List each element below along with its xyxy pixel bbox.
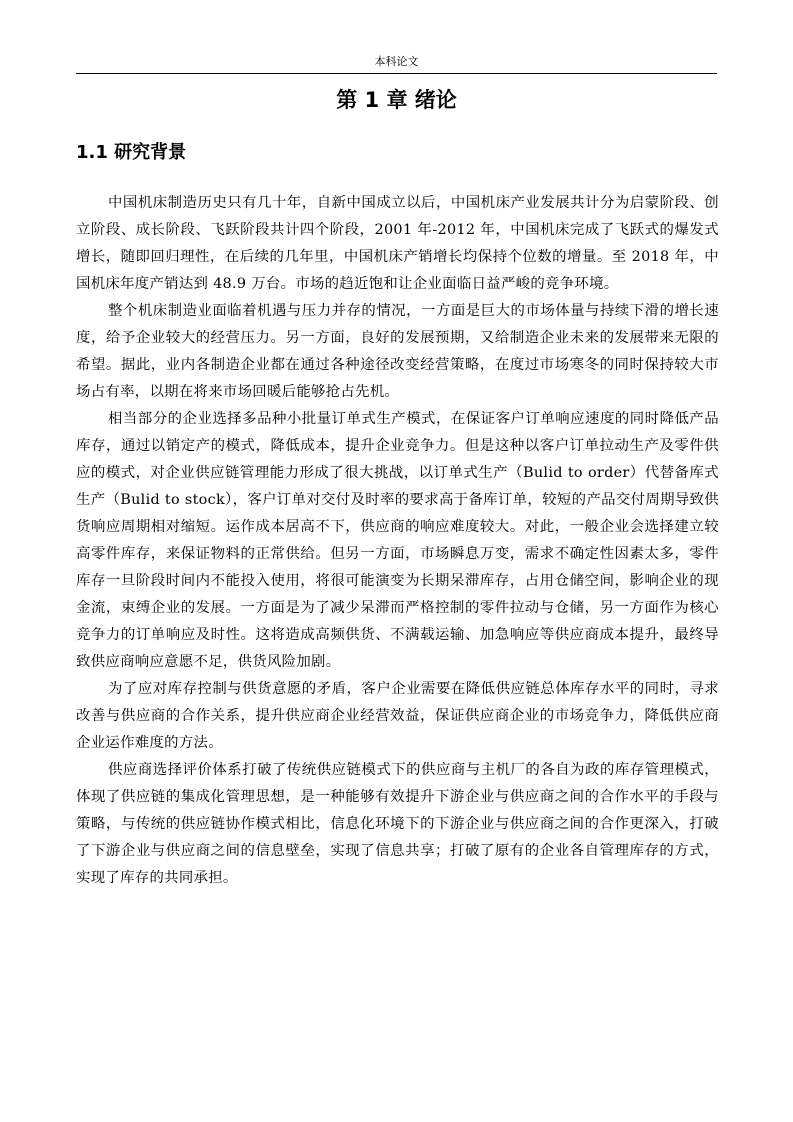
paragraph-3: 相当部分的企业选择多品种小批量订单式生产模式，在保证客户订单响应速度的同时降低产品库存，通过以销定产的模式，降低成本，提升企业竞争力。但是这种以客户订单拉动生产及零件供应的模式，对企业供应链管理能力形成了很大挑战，以订单式生产（Bulid to order）代替备库式生产（Bulid to stock），客户订单对交付及时率的要求高于备库订单，较短的产品交付周期导致供货响应周期相对缩短。运作成本居高不下，供应商的响应难度较大。对此，一般企业会选择建立较高零件库存，来保证物料的正常供给。但另一方面，市场瞬息万变，需求不确定性因素太多，零件库存一旦阶段时间内不能投入使用，将很可能演变为长期呆滞库存，占用仓储空间，影响企业的现金流，束缚企业的发展。一方面是为了减少呆滞而严格控制的零件拉动与仓储，另一方面作为核心竞争力的订单响应及时性。这将造成高频供货、不满载运输、加急响应等供应商成本提升，最终导致供应商响应意愿不足，供货风险加剧。 (76, 411, 719, 670)
header-divider (76, 73, 717, 74)
body-text (76, 190, 719, 892)
chapter-title: 第 1 章 绪论 (336, 88, 457, 112)
running-header: 本科论文 (374, 55, 419, 68)
paragraph-5: 供应商选择评价体系打破了传统供应链模式下的供应商与主机厂的各自为政的库存管理模式，体现了供应链的集成化管理思想，是一种能够有效提升下游企业与供应商之间的合作水平的手段与策略，与传统的供应链协作模式相比，信息化环境下的下游企业与供应商之间的合作更深入，打破了下游企业与供应商之间的信息壁垒，实现了信息共享；打破了原有的企业各自管理库存的方式，实现了库存的共同承担。 (76, 762, 719, 886)
section-heading: 1.1 研究背景 (76, 142, 187, 163)
paragraph-1: 中国机床制造历史只有几十年，自新中国成立以后，中国机床产业发展共计分为启蒙阶段、创立阶段、成长阶段、飞跃阶段共计四个阶段，2001 年-2012 年，中国机床完成了飞跃式的爆发式增长，随即回归理性，在后续的几年里，中国机床产销增长均保持个位数的增量。至 2018 年，中国机床年度产销达到 48.9 万台。市场的趋近饱和让企业面临日益严峻的竞争环境。 (76, 195, 719, 292)
paragraph-4: 为了应对库存控制与供货意愿的矛盾，客户企业需要在降低供应链总体库存水平的同时，寻求改善与供应商的合作关系，提升供应商企业经营效益，保证供应商企业的市场竞争力，降低供应商企业运作难度的方法。 (76, 681, 719, 751)
paragraph-2: 整个机床制造业面临着机遇与压力并存的情况，一方面是巨大的市场体量与持续下滑的增长速度，给予企业较大的经营压力。另一方面，良好的发展预期，又给制造企业未来的发展带来无限的希望。据此，业内各制造企业都在通过各种途径改变经营策略，在度过市场寒冬的同时保持较大市场占有率，以期在将来市场回暖后能够抢占先机。 (76, 303, 719, 400)
